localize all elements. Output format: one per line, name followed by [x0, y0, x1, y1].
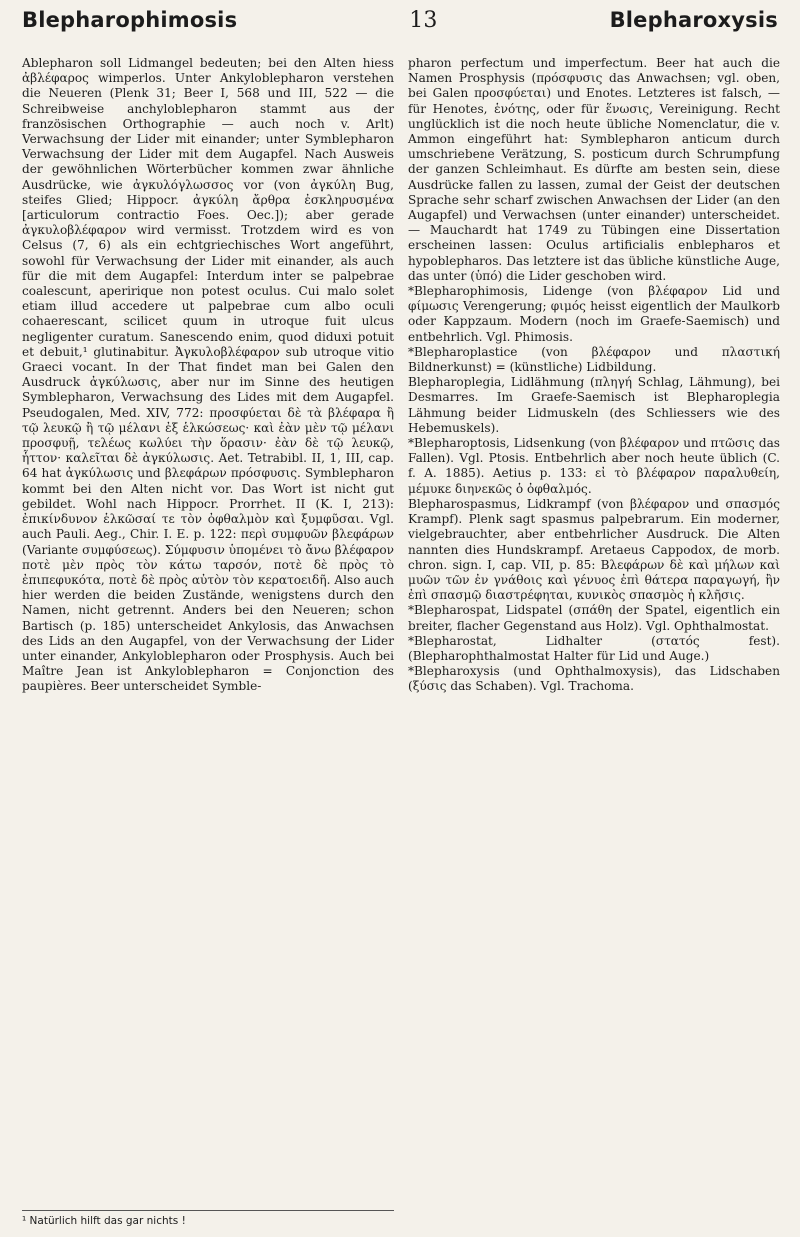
entry-blepharoxysis: *Blepharoxysis (und Ophthalmoxysis), das Lidschaben (ξύσις das Schaben). Vgl. Trachoma.: [408, 664, 780, 694]
entry-blepharophimosis: *Blepharophimosis, Lidenge (von βλέφαρον Lid und φίμωσις Verengerung; φιμός heisst eigentlich der Maulkorb oder Kappzaum. Modern (noch im Graefe-Saemisch) und entbehrlich. Vgl. Phimosis.: [408, 284, 780, 344]
paragraph-ablepharon: Ablepharon soll Lidmangel bedeuten; bei den Alten hiess ἀβλέφαρος wimperlos. Unter Ankyloblepharon verstehen die Neueren (Plenk 31; Beer I, 568 und III, 522 — die Schreibweise anchyloblepharon stammt aus der französischen Orthographie — auch noch v. Arlt) Verwachsung der Lider mit einander; unter Symblepharon Verwachsung der Lider mit dem Augapfel. Nach Ausweis der gewöhnlichen Wörterbücher kommen zwar ähnliche Ausdrücke, wie ἀγκυλόγλωσσος vor (von ἀγκύλη Bug, steifes Glied; Hippocr. ἀγκύλη ἄρθρα ἐσκληρυσμένα [articulorum contractio Foes. Oec.]); aber gerade ἀγκυλοβλέφαρον wird vermisst. Trotzdem wird es von Celsus (7, 6) als ein echtgriechisches Wort angeführt, sowohl für Verwachsung der Lider mit einander, als auch für die mit dem Augapfel: Interdum inter se palpebrae coalescunt, aperirique non potest oculus. Cui malo solet etiam illud accedere ut palpebrae cum albo oculi cohaerescant, scilicet quum in utroque fuit ulcus negligenter curatum. Sanescendo enim, quod diduxi potuit et debuit,¹ glutinabitur. Ἀγκυλοβλέφαρον sub utroque vitio Graeci vocant. In der That findet man bei Galen den Ausdruck ἀγκύλωσις, aber nur im Sinne des heutigen Symblepharon, Verwachsung des Lides mit dem Augapfel. Pseudogalen, Med. XIV, 772: προσφύεται δὲ τὰ βλέφαρα ἢ τῷ λευκῷ ἢ τῷ μέλανι ἐξ ἑλκώσεως· καὶ ἐὰν μὲν τῷ μέλανι προσφυῇ, τελέως κωλύει τὴν ὅρασιν· ἐὰν δὲ τῷ λευκῷ, ἧττον· καλεῖται δὲ ἀγκύλωσις. Aet. Tetrabibl. II, 1, III, cap. 64 hat ἀγκύλωσις und βλεφάρων πρόσφυσις. Symblepharon kommt bei den Alten nicht vor. Das Wort ist nicht gut gebildet. Wohl nach Hippocr. Prorrhet. II (K. I, 213): ἐπικίνδυνον ἑλκῶσαί τε τὸν ὀφθαλμὸν καὶ ξυμφῦσαι. Vgl. auch Pauli. Aeg., Chir. I. E. p. 122: περὶ συμφυῶν βλεφάρων (Variante συμφύσεως). Σύμφυσιν ὑπομένει τὸ ἄνω βλέφαρον ποτὲ μὲν πρὸς τὸν κάτω ταρσόν, ποτὲ δὲ πρὸς τὸ ἐπιπεφυκότα, ποτὲ δὲ πρὸς αὐτὸν τὸν κερατοειδῆ. Also auch hier werden die beiden Zustände, wenigstens durch den Namen, nicht getrennt. Anders bei den Neueren; schon Bartisch (p. 185) unterscheidet Ankylosis, das Anwachsen des Lids an den Augapfel, von der Verwachsung der Lider unter einander, Ankyloblepharon oder Prosphysis. Auch bei Maître Jean ist Ankyloblepharon = Conjonction des paupières. Beer unterscheidet Symble-: [22, 56, 394, 694]
entry-blepharostat: *Blepharostat, Lidhalter (στατός fest). (Blepharophthalmostat Halter für Lid und Auge.): [408, 633, 780, 663]
entry-blepharoptosis: *Blepharoptosis, Lidsenkung (von βλέφαρον und πτῶσις das Fallen). Vgl. Ptosis. Entbehrlich aber noch heute üblich (C. f. A. 1885). Aetius p. 133: εἰ τὸ βλέφαρον παραλυθείη, μέμυκε διηνεκῶς ὁ ὀφθαλμός.: [408, 436, 780, 496]
entry-blepharoplastice: *Blepharoplastice (von βλέφαρον und πλαστική Bildnerkunst) = (künstliche) Lidbildung.: [408, 344, 780, 375]
entry-blepharospasmus: Blepharospasmus, Lidkrampf (von βλέφαρον und σπασμός Krampf). Plenk sagt spasmus palpebrarum. Ein moderner, vielgebrauchter, aber entbehrlicher Ausdruck. Die Alten nannten dies Hundskrampf. Aretaeus Cappodox, de morb. chron. sign. I, cap. VII, p. 85: Βλεφάρων δὲ καὶ μήλων καὶ μυῶν τῶν ἐν γνάθοις καὶ γένυος ἐπὶ θάτερα παραγωγή, ἢν ἐπὶ σπασμῷ διαστρέφηται, κυνικὸς σπασμὸς ἡ κλῆσις.: [408, 496, 780, 603]
header-left-title: Blepharophimosis: [22, 8, 238, 32]
entry-blepharospat: *Blepharospat, Lidspatel (σπάθη der Spatel, eigentlich ein breiter, flacher Gegenstand aus Holz). Vgl. Ophthalmostat.: [408, 603, 780, 633]
header-right-title: Blepharoxysis: [609, 8, 778, 32]
left-column: [22, 56, 394, 695]
entry-blepharoplegia: Blepharoplegia, Lidlähmung (πληγή Schlag, Lähmung), bei Desmarres. Im Graefe-Saemisch ist Blepharoplegia Lähmung beider Lidmuskeln (des Schliessers wie des Hebemuskels).: [408, 375, 780, 435]
right-column: [408, 56, 780, 695]
footnote: ¹ Natürlich hilft das gar nichts !: [22, 1210, 394, 1227]
page-number: 13: [409, 8, 438, 33]
running-header: [22, 8, 778, 42]
paragraph-symblepharon-continued: pharon perfectum und imperfectum. Beer hat auch die Namen Prosphysis (πρόσφυσις das Anwachsen; vgl. oben, bei Galen προσφύεται) und Enotes. Letzteres ist falsch, — für Henotes, ἑνότης, oder für ἕνωσις, Vereinigung. Recht unglücklich ist die noch heute übliche Nomenclatur, die v. Ammon eingeführt hat: Symblepharon anticum durch umschriebene Verätzung, S. posticum durch Schrumpfung der ganzen Schleimhaut. Es dürfte am besten sein, diese Ausdrücke fallen zu lassen, zumal der Geist der deutschen Sprache sehr scharf zwischen Anwachsen der Lider (an den Augapfel) und Verwachsen (unter einander) unterscheidet. — Mauchardt hat 1749 zu Tübingen eine Dissertation erscheinen lassen: Oculus artificialis enblepharos et hypoblepharos. Das letztere ist das übliche künstliche Auge, das unter (ὑπό) die Lider geschoben wird.: [408, 56, 780, 283]
